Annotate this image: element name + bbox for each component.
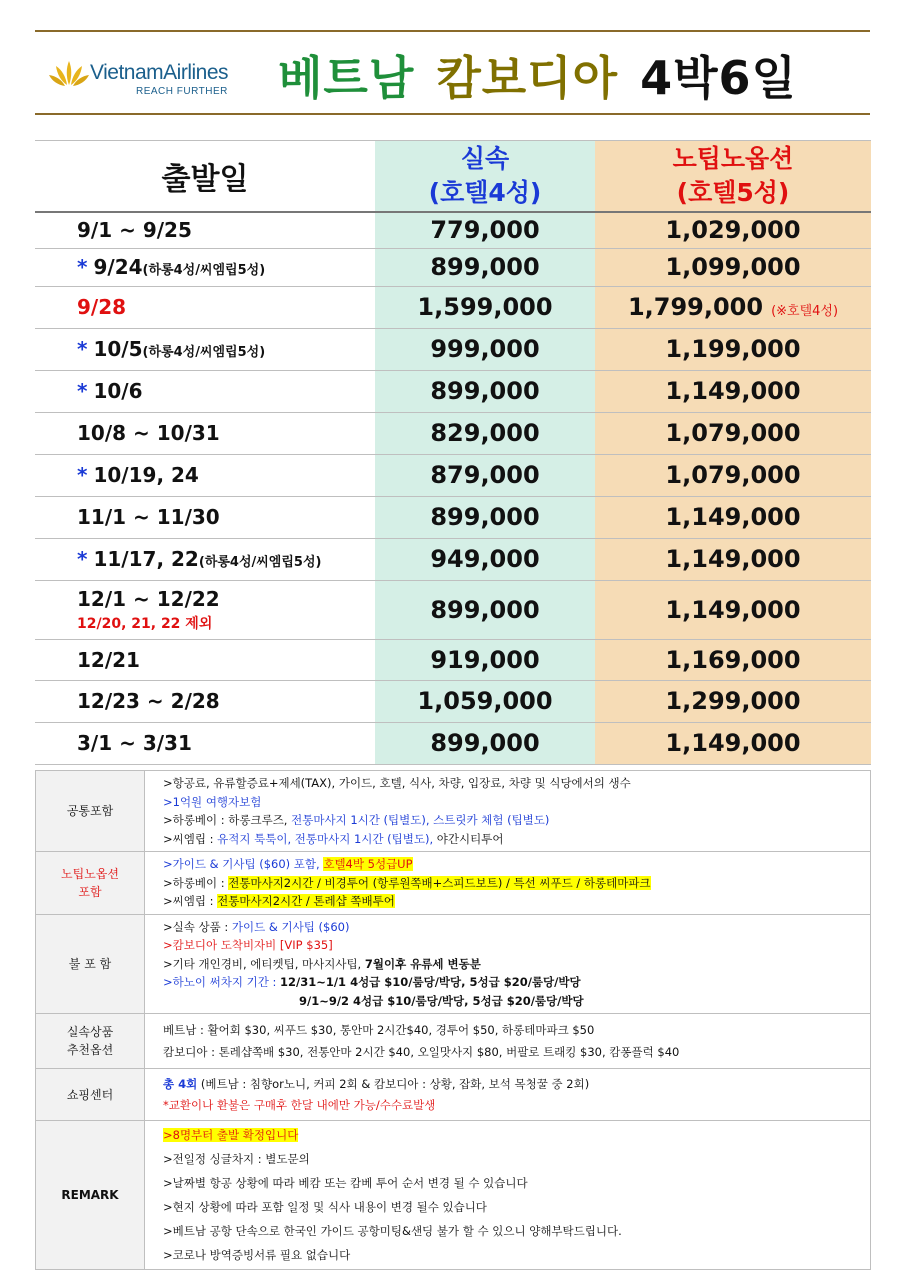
info-body (145, 852, 871, 915)
header-premium-label: 노팁노옵션 (672, 144, 794, 173)
price-value: 1,799,000 (627, 293, 764, 321)
info-line: 9/1~9/2 4성급 $10/룸당/박당, 5성급 $20/룸당/박당 (299, 993, 584, 1008)
info-text: >하노이 써차지 기간 : (163, 975, 281, 989)
date-text: 12/21 (77, 647, 140, 672)
header-premium-hotel: (호텔5성) (676, 178, 790, 207)
price-premium: 1,029,000 (595, 212, 871, 248)
info-text: >가이드 & 기사팁 ($60) 포함, (163, 857, 324, 871)
info-remark-row (36, 1121, 871, 1270)
departure-date (35, 286, 375, 328)
info-body (145, 771, 871, 852)
departure-date (35, 680, 375, 722)
price-standard: 899,000 (375, 722, 595, 764)
info-text: 총 4회 (163, 1076, 198, 1091)
price-table (35, 140, 871, 765)
date-text: 3/1 ~ 3/31 (77, 731, 192, 755)
departure-date (35, 580, 375, 639)
logo-tagline: REACH FURTHER (136, 86, 228, 97)
header-standard-hotel: (호텔4성) (428, 178, 542, 207)
date-text: 9/24 (93, 255, 143, 279)
price-premium: 1,149,000 (595, 370, 871, 412)
info-highlight: 전통마사지2시간 / 톤레샵 쪽배투어 (217, 894, 395, 908)
departure-date (35, 412, 375, 454)
table-row (35, 639, 871, 680)
table-row (35, 580, 871, 639)
date-text: 10/8 ~ 10/31 (77, 421, 220, 445)
price-premium: 1,299,000 (595, 680, 871, 722)
vietnam-airlines-logo (48, 55, 263, 100)
info-text: 야간시티투어 (433, 831, 504, 846)
price-premium: 1,149,000 (595, 538, 871, 580)
info-body (145, 1069, 871, 1121)
price-standard: 899,000 (375, 496, 595, 538)
star-mark: * (77, 337, 88, 361)
table-row (35, 370, 871, 412)
price-standard: 949,000 (375, 538, 595, 580)
date-text: 9/1 ~ 9/25 (77, 218, 192, 243)
price-standard: 899,000 (375, 370, 595, 412)
info-label: 쇼핑센터 (36, 1069, 145, 1121)
info-common-row (36, 771, 871, 852)
departure-date (35, 722, 375, 764)
info-excluded-row (36, 914, 871, 1014)
info-text: >하롱베이 : 하롱크루즈, (163, 813, 292, 827)
info-label-line: 추천옵션 (66, 1043, 114, 1057)
info-line: >항공료, 유류할증료+제세(TAX), 가이드, 호텔, 식사, 차량, 입장료, 차량 및 식당에서의 생수 (163, 776, 631, 790)
info-text: 유적지 툭툭이, 전통마사지 1시간 (팁별도), (217, 831, 434, 846)
info-line (163, 874, 858, 893)
info-highlight: >8명부터 출발 확정입니다 (163, 1128, 299, 1142)
hotel-note: (하롱4성/씨엠립5성) (198, 555, 322, 570)
departure-date (35, 538, 375, 580)
info-line (163, 918, 858, 937)
info-line: 캄보디아 : 톤레샵쪽배 $30, 전통안마 2시간 $40, 오일맛사지 $80, 버팔로 트래킹 $30, 캄퐁플럭 $40 (163, 1045, 680, 1059)
table-row (35, 454, 871, 496)
info-text: 전통마사지 1시간 (팁별도), 스트릿카 체험 (팁별도) (291, 813, 550, 827)
info-line: >1억원 여행자보험 (163, 794, 262, 809)
price-standard: 1,059,000 (375, 680, 595, 722)
table-row (35, 248, 871, 286)
info-label: REMARK (36, 1121, 145, 1270)
info-line: >베트남 공항 단속으로 한국인 가이드 공항미팅&샌딩 불가 할 수 있으니 양해부탁드립니다. (163, 1224, 622, 1238)
hotel-note: (하롱4성/씨엠립5성) (142, 345, 266, 360)
info-label (36, 1014, 145, 1069)
price-premium (595, 286, 871, 328)
departure-date (35, 212, 375, 248)
info-text: >실속 상품 : (163, 919, 232, 934)
date-text: 11/1 ~ 11/30 (77, 505, 220, 529)
departure-date (35, 639, 375, 680)
info-line: >캄보디아 도착비자비 [VIP $35] (163, 938, 333, 952)
info-line: >날짜별 항공 상황에 따라 베캄 또는 캄베 투어 순서 변경 될 수 있습니다 (163, 1176, 528, 1190)
info-highlight: 전통마사지2시간 / 비경투어 (항루원쪽배+스피드보트) / 특선 씨푸드 / 하롱테마파크 (228, 875, 651, 890)
info-line: >코로나 방역증빙서류 필요 없습니다 (163, 1248, 351, 1262)
price-standard: 779,000 (375, 212, 595, 248)
date-text: 11/17, 22 (93, 547, 199, 571)
info-line (163, 1123, 858, 1147)
departure-date (35, 248, 375, 286)
top-divider (35, 30, 870, 32)
hotel-note: (하롱4성/씨엠립5성) (142, 263, 266, 278)
table-row (35, 722, 871, 764)
info-label-line: 노팁노옵션 (61, 866, 119, 881)
info-line (163, 1074, 858, 1095)
info-text: 12/31~1/1 4성급 $10/룸당/박당, 5성급 $20/룸당/박당 (280, 975, 581, 989)
table-row (35, 680, 871, 722)
page-title (278, 42, 797, 108)
title-cambodia: 캄보디아 (436, 51, 619, 105)
price-premium: 1,199,000 (595, 328, 871, 370)
info-text: (베트남 : 침향or노니, 커피 2회 & 캄보디아 : 상황, 잡화, 보석 목청꿀 중 2회) (197, 1076, 590, 1091)
bottom-divider (35, 113, 870, 115)
header-standard-label: 실속 (460, 144, 510, 173)
info-text: >씨엠립 : (163, 831, 218, 846)
info-line (163, 855, 858, 874)
info-line: 베트남 : 활어회 $30, 씨푸드 $30, 통안마 2시간$40, 경투어 $50, 하롱테마파크 $50 (163, 1023, 595, 1037)
date-text: 10/19, 24 (93, 463, 199, 487)
title-duration: 4박6일 (640, 51, 797, 105)
date-text: 10/5 (93, 337, 143, 361)
date-text: 10/6 (93, 379, 143, 403)
header-standard (375, 141, 595, 213)
info-body (145, 1014, 871, 1069)
price-premium: 1,079,000 (595, 454, 871, 496)
info-line: >현지 상황에 따라 포함 일정 및 식사 내용이 변경 될수 있습니다 (163, 1200, 487, 1214)
info-text: 가이드 & 기사팁 ($60) (231, 919, 350, 934)
date-text: 12/23 ~ 2/28 (77, 689, 220, 713)
lotus-icon (48, 59, 90, 89)
price-table-header (35, 141, 871, 213)
info-body (145, 914, 871, 1014)
info-label-line: 실속상품 (66, 1025, 114, 1039)
star-mark: * (77, 463, 88, 487)
price-premium: 1,149,000 (595, 722, 871, 764)
info-label: 공통포함 (36, 771, 145, 852)
info-label-line: 포함 (78, 884, 102, 899)
price-premium: 1,079,000 (595, 412, 871, 454)
info-notip-row (36, 852, 871, 915)
price-standard: 879,000 (375, 454, 595, 496)
price-standard: 1,599,000 (375, 286, 595, 328)
price-premium: 1,169,000 (595, 639, 871, 680)
logo-text: VietnamAirlines (90, 61, 229, 84)
info-line (163, 955, 858, 974)
star-mark: * (77, 379, 88, 403)
table-row (35, 538, 871, 580)
departure-date (35, 496, 375, 538)
table-row (35, 496, 871, 538)
info-options-row (36, 1014, 871, 1069)
info-line (163, 892, 858, 911)
price-standard: 899,000 (375, 580, 595, 639)
table-row (35, 328, 871, 370)
info-line (163, 973, 858, 992)
info-label: 불 포 함 (36, 914, 145, 1014)
info-text: >하롱베이 : (163, 875, 229, 890)
date-exclusion: 12/20, 21, 22 제외 (77, 615, 213, 632)
info-highlight: 호텔4박 5성급UP (323, 857, 413, 871)
price-standard: 829,000 (375, 412, 595, 454)
table-row (35, 286, 871, 328)
hotel-note: (※호텔4성) (771, 304, 839, 319)
header-premium (595, 141, 871, 213)
info-shopping-row (36, 1069, 871, 1121)
info-table (35, 770, 871, 1270)
info-line (163, 830, 858, 849)
date-text: 12/1 ~ 12/22 (77, 586, 220, 611)
header-departure: 출발일 (35, 141, 375, 213)
price-standard: 999,000 (375, 328, 595, 370)
info-text: >기타 개인경비, 에티켓팁, 마사지사팁, (163, 956, 365, 971)
info-text: >씨엠립 : (163, 894, 218, 908)
info-line (163, 811, 858, 830)
departure-date (35, 328, 375, 370)
date-text: 9/28 (77, 295, 127, 319)
departure-date (35, 370, 375, 412)
info-body (145, 1121, 871, 1270)
info-text: 7월이후 유류세 변동분 (364, 956, 481, 971)
departure-date (35, 454, 375, 496)
star-mark: * (77, 547, 88, 571)
price-standard: 899,000 (375, 248, 595, 286)
info-label (36, 852, 145, 915)
title-vietnam: 베트남 (278, 51, 415, 105)
price-premium: 1,149,000 (595, 496, 871, 538)
price-premium: 1,099,000 (595, 248, 871, 286)
price-standard: 919,000 (375, 639, 595, 680)
info-line: >전일정 싱글차지 : 별도문의 (163, 1152, 310, 1166)
table-row (35, 412, 871, 454)
price-premium: 1,149,000 (595, 580, 871, 639)
star-mark: * (77, 255, 88, 279)
info-line: *교환이나 환불은 구매후 한달 내에만 가능/수수료발생 (163, 1097, 436, 1112)
table-row (35, 212, 871, 248)
